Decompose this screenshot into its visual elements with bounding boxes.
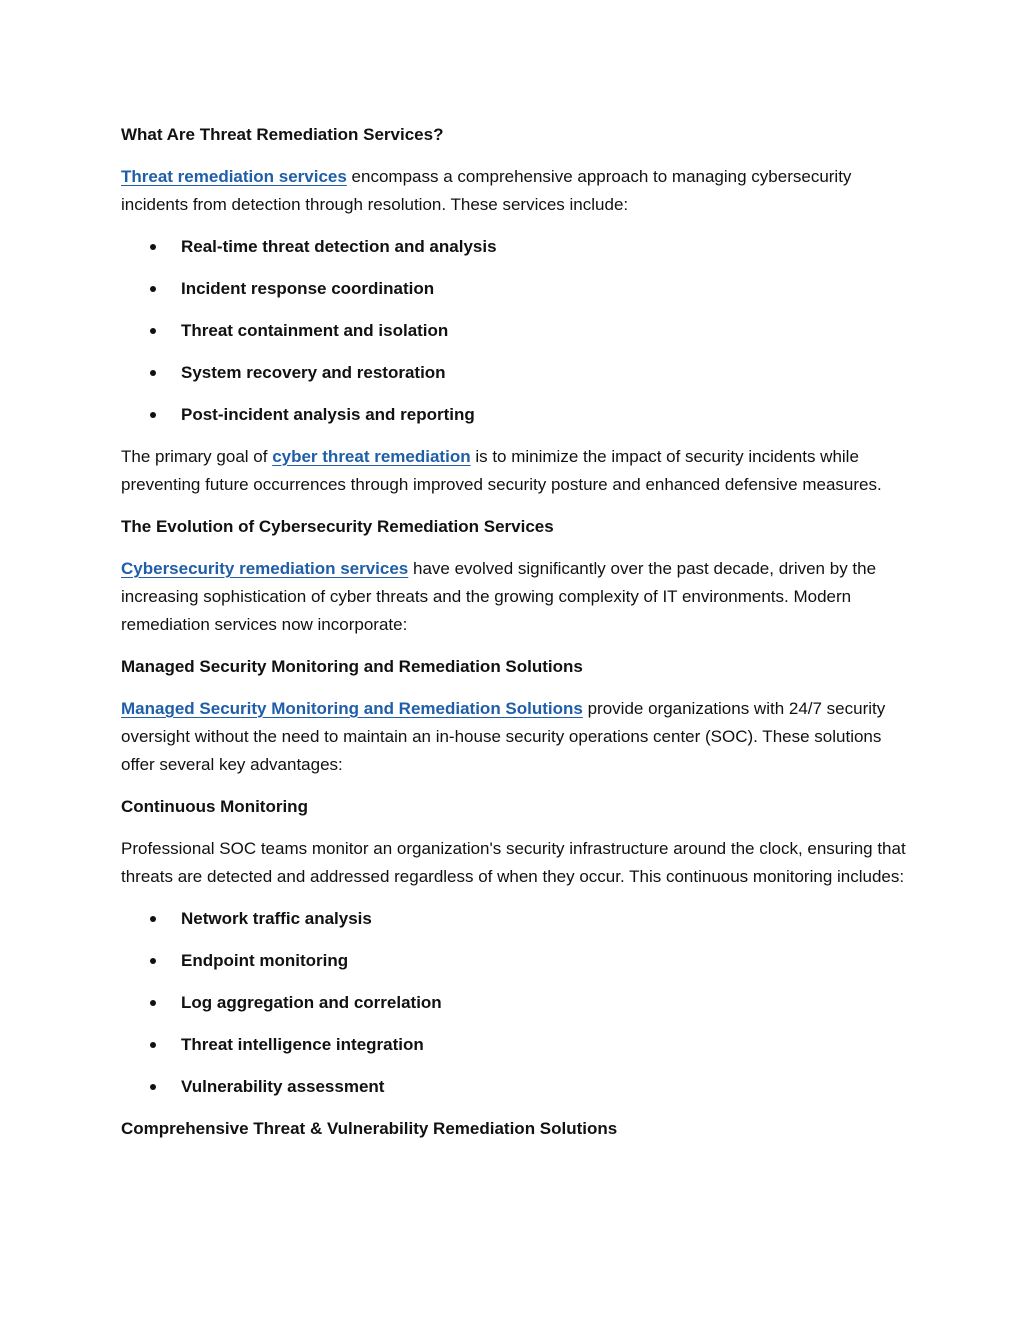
services-list <box>121 233 914 429</box>
list-item: Log aggregation and correlation <box>121 989 914 1017</box>
list-item: Real-time threat detection and analysis <box>121 233 914 261</box>
list-item: Post-incident analysis and reporting <box>121 401 914 429</box>
heading-threat-remediation-services: What Are Threat Remediation Services? <box>121 125 444 144</box>
paragraph-text: The primary goal of <box>121 447 273 466</box>
paragraph-evolution <box>121 555 914 639</box>
paragraph-managed-security <box>121 695 914 779</box>
paragraph-threat-remediation-intro <box>121 163 914 219</box>
paragraph-text: encompass a comprehensive approach to managing cybersecurity incidents from detection through resolution. These services include: <box>121 167 852 214</box>
list-item: System recovery and restoration <box>121 359 914 387</box>
list-item: Incident response coordination <box>121 275 914 303</box>
list-item: Threat intelligence integration <box>121 1031 914 1059</box>
link-cybersecurity-remediation-services[interactable]: Cybersecurity remediation services <box>121 559 409 578</box>
list-item: Vulnerability assessment <box>121 1073 914 1101</box>
list-item: Network traffic analysis <box>121 905 914 933</box>
paragraph-primary-goal <box>121 443 914 499</box>
list-item: Threat containment and isolation <box>121 317 914 345</box>
paragraph-text: is to minimize the impact of security incidents while preventing future occurrences through improved security posture and enhanced defensive measures. <box>121 447 882 494</box>
link-managed-security-monitoring[interactable]: Managed Security Monitoring and Remediation Solutions <box>121 699 583 718</box>
monitoring-list <box>121 905 914 1101</box>
heading-comprehensive-remediation: Comprehensive Threat & Vulnerability Remediation Solutions <box>121 1119 618 1138</box>
paragraph-text: have evolved significantly over the past decade, driven by the increasing sophistication of cyber threats and the growing complexity of IT environments. Modern remediation services now incorporate: <box>121 559 877 634</box>
heading-evolution: The Evolution of Cybersecurity Remediation Services <box>121 517 554 536</box>
heading-managed-security: Managed Security Monitoring and Remediation Solutions <box>121 657 583 676</box>
paragraph-text: provide organizations with 24/7 security oversight without the need to maintain an in-house security operations center (SOC). These solutions offer several key advantages: <box>121 699 886 774</box>
list-item: Endpoint monitoring <box>121 947 914 975</box>
link-threat-remediation-services[interactable]: Threat remediation services <box>121 167 347 186</box>
link-cyber-threat-remediation[interactable]: cyber threat remediation <box>272 447 471 466</box>
heading-continuous-monitoring: Continuous Monitoring <box>121 797 308 816</box>
paragraph-continuous-monitoring: Professional SOC teams monitor an organization's security infrastructure around the clock, ensuring that threats are detected and addressed regardless of when they occur. This continuous monitoring includes: <box>121 839 906 886</box>
